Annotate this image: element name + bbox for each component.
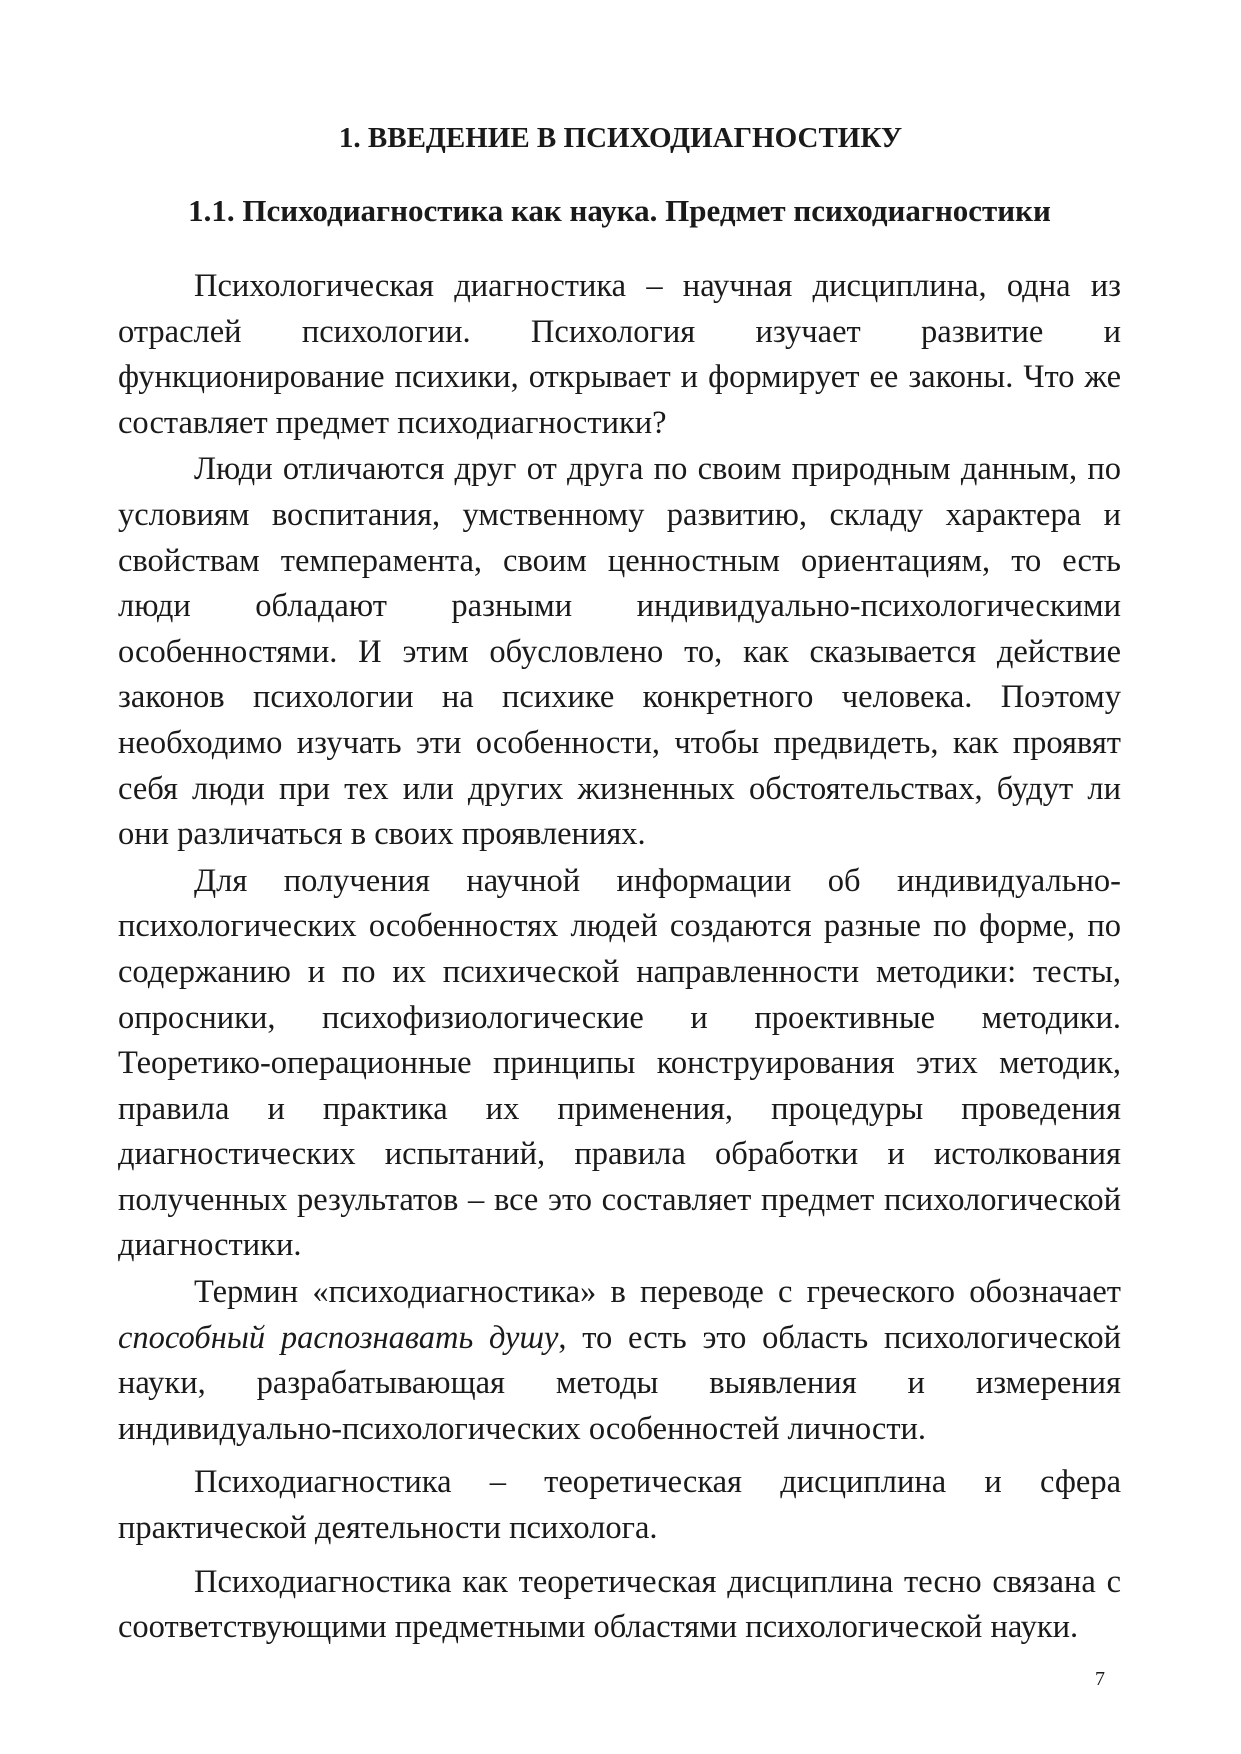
paragraph-4-start: Термин «психодиагностика» в переводе с греческого обозначает [194,1274,1121,1311]
body-text [118,264,1121,1652]
paragraph-6: Психодиагностика как теоретическая дисциплина тесно связана с соответствующими предметными областями психологической науки. [118,1563,1121,1646]
paragraph-4 [118,1270,1121,1452]
paragraph-1: Психологическая диагностика – научная дисциплина, одна из отраслей психологии. Психология изучает развитие и функционирование психики, открывает и формирует ее законы. Что же составляет предмет психодиагностики? [118,268,1121,441]
page-number: 7 [1095,1668,1105,1690]
paragraph-4-end: , то есть это область психологической науки, разрабатывающая методы выявления и измерения индивидуально-психологических особенностей личности. [118,1319,1121,1447]
chapter-title: 1. ВВЕДЕНИЕ В ПСИХОДИАГНОСТИКУ [338,122,903,154]
paragraph-3: Для получения научной информации об индивидуально-психологических особенностях людей создаются разные по форме, по содержанию и по их психической направленности методики: тесты, опросники, психофизиологические и проективные методики. Теоретико-операционные принципы конструирования этих методик, правила и практика их применения, процедуры проведения диагностических испытаний, правила обработки и истолкования полученных результатов – все это составляет предмет психологической диагностики. [118,862,1121,1264]
paragraph-2: Люди отличаются друг от друга по своим природным данным, по условиям воспитания, умственному развитию, складу характера и свойствам темперамента, своим ценностным ориентациям, то есть люди обладают разными индивидуально-психологическими особенностями. И этим обусловлено то, как сказывается действие законов психологии на психике конкретного человека. Поэтому необходимо изучать эти особенности, чтобы предвидеть, как проявят себя люди при тех или других жизненных обстоятельствах, будут ли они различаться в своих проявлениях. [118,451,1121,853]
paragraph-5: Психодиагностика – теоретическая дисциплина и сфера практической деятельности психолога. [118,1464,1121,1547]
section-title: 1.1. Психодиагностика как наука. Предмет психодиагностики [188,193,1051,228]
paragraph-4-italic-term: способный распознавать душу [118,1319,559,1356]
